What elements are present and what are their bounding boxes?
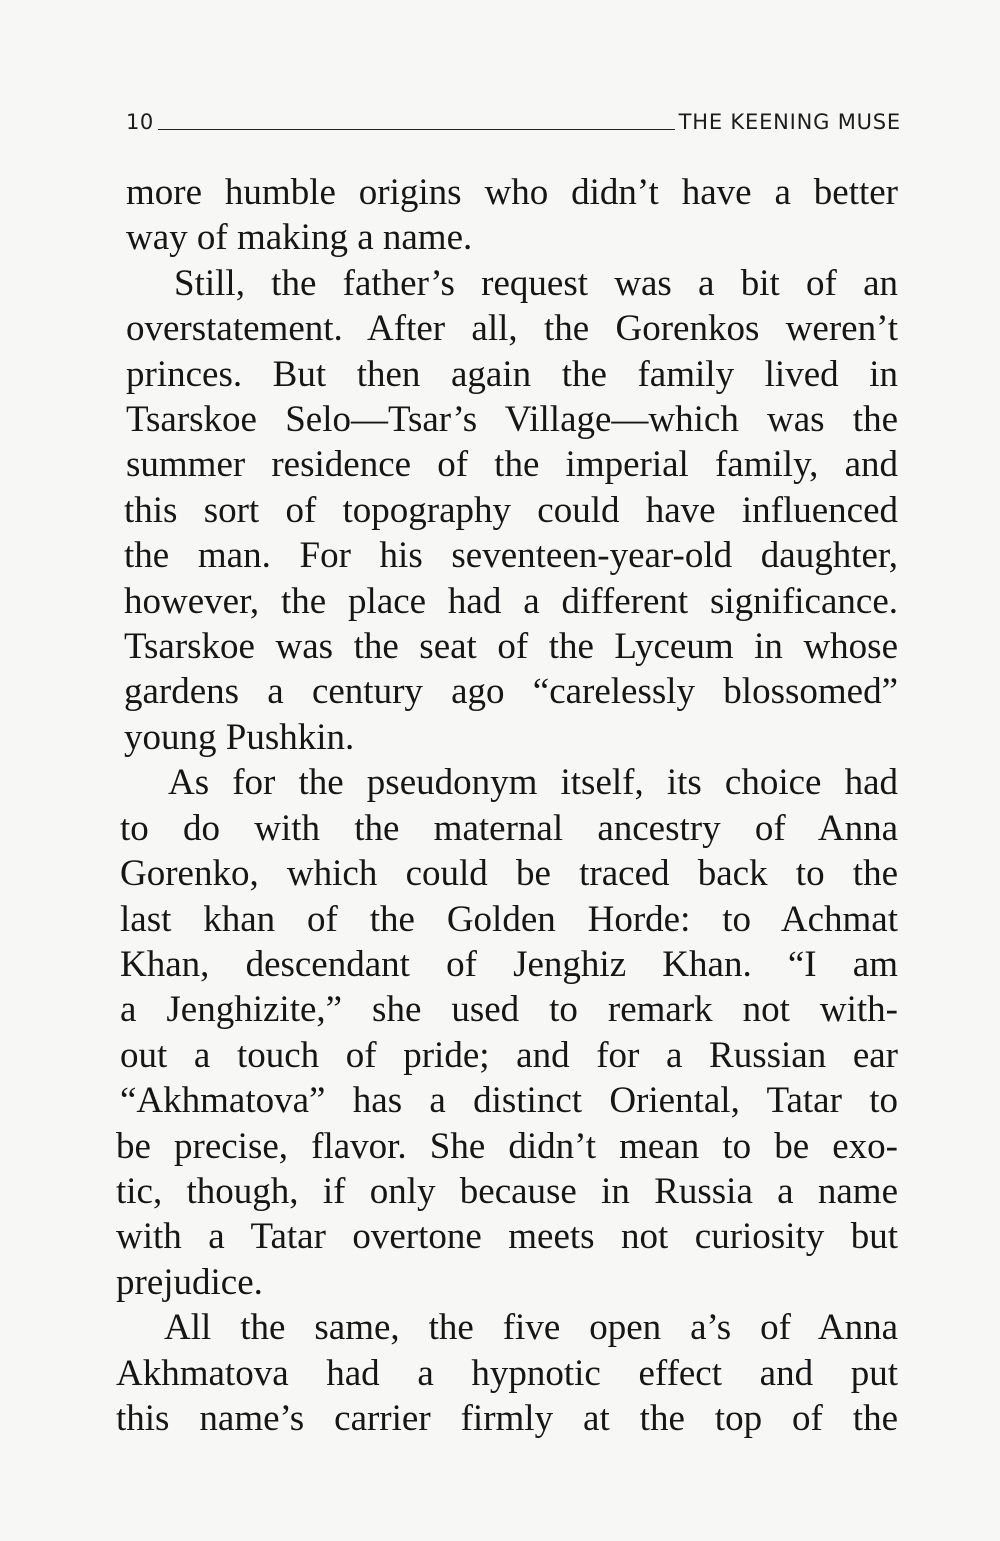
- paragraph: [116, 170, 898, 261]
- text-line: way of making a name.: [126, 217, 473, 259]
- text-line: As for the pseudonym itself, its choice had: [168, 762, 898, 804]
- header-rule: [158, 129, 675, 130]
- text-line: Still, the father’s request was a bit of an: [174, 262, 898, 304]
- paragraph: [116, 760, 898, 1305]
- body-text: [116, 170, 898, 1441]
- text-line: last khan of the Golden Horde: to Achmat: [120, 898, 898, 940]
- text-line: young Pushkin.: [124, 716, 355, 758]
- text-line: the man. For his seventeen-year-old daughter,: [124, 535, 898, 577]
- text-line: with a Tatar overtone meets not curiosity but: [116, 1216, 898, 1258]
- text-line: be precise, flavor. She didn’t mean to be exo-: [116, 1125, 898, 1167]
- text-line: prejudice.: [116, 1261, 263, 1303]
- text-line: however, the place had a different significance.: [124, 580, 898, 622]
- text-line: All the same, the five open a’s of Anna: [164, 1307, 898, 1349]
- text-line: “Akhmatova” has a distinct Oriental, Tatar to: [120, 1080, 898, 1122]
- text-line: this name’s carrier firmly at the top of the: [116, 1397, 898, 1439]
- text-line: to do with the maternal ancestry of Anna: [120, 807, 898, 849]
- running-head: [126, 106, 901, 134]
- text-line: princes. But then again the family lived in: [126, 353, 898, 395]
- text-line: overstatement. After all, the Gorenkos weren’t: [126, 308, 898, 350]
- text-line: Akhmatova had a hypnotic effect and put: [116, 1352, 898, 1394]
- text-line: tic, though, if only because in Russia a name: [116, 1170, 898, 1212]
- text-line: a Jenghizite,” she used to remark not with-: [120, 989, 898, 1031]
- text-line: Tsarskoe Selo—Tsar’s Village—which was the: [126, 399, 898, 441]
- text-line: gardens a century ago “carelessly blossomed”: [124, 671, 898, 713]
- text-line: Gorenko, which could be traced back to the: [120, 853, 898, 895]
- running-title: THE KEENING MUSE: [678, 110, 901, 134]
- text-line: Tsarskoe was the seat of the Lyceum in whose: [124, 626, 898, 668]
- text-line: out a touch of pride; and for a Russian ear: [120, 1034, 898, 1076]
- text-line: summer residence of the imperial family, and: [126, 444, 898, 486]
- text-line: Khan, descendant of Jenghiz Khan. “I am: [120, 943, 898, 985]
- paragraph: [116, 261, 898, 760]
- paragraph: [116, 1305, 898, 1441]
- text-line: this sort of topography could have influenced: [124, 489, 898, 531]
- page-number: 10: [126, 110, 154, 134]
- text-line: more humble origins who didn’t have a better: [126, 172, 898, 213]
